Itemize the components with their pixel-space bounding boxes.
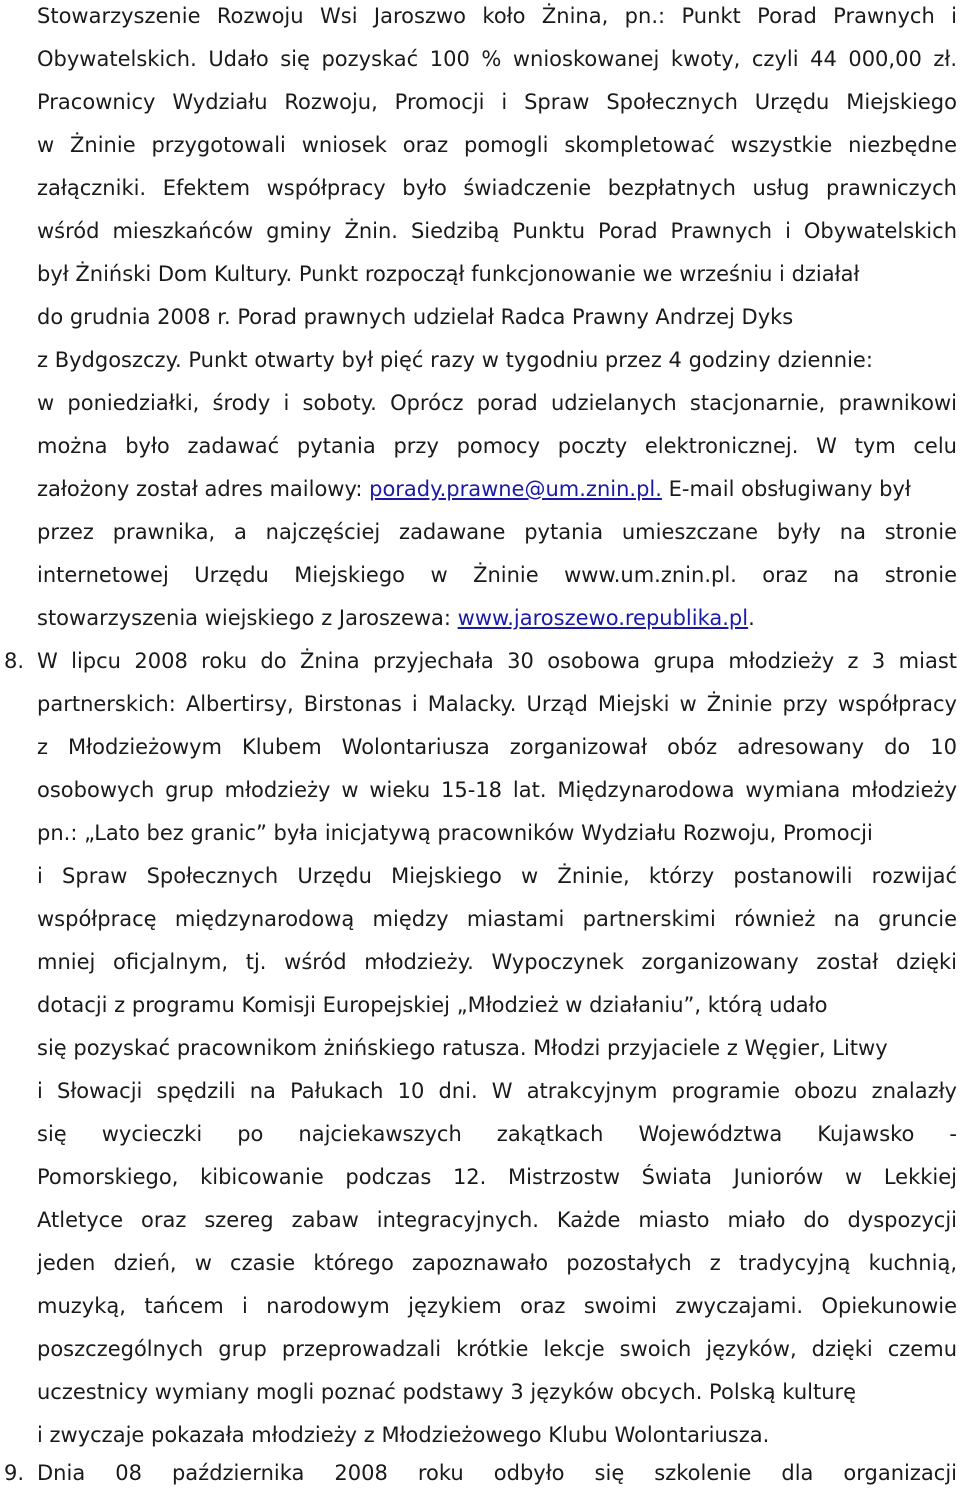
list-number-9: 9.: [4, 1461, 25, 1485]
text-line: przez prawnika, a najczęściej zadawane pytania umieszczane były na stronie: [37, 520, 957, 544]
text-line: w Żninie przygotowali wniosek oraz pomogli skompletować wszystkie niezbędne: [37, 133, 957, 157]
text-line: z Młodzieżowym Klubem Wolontariusza zorganizował obóz adresowany do 10: [37, 735, 957, 759]
text-line: pn.: „Lato bez granic” była inicjatywą pracowników Wydziału Rozwoju, Promocji: [37, 821, 873, 845]
text-line: wśród mieszkańców gminy Żnin. Siedzibą Punktu Porad Prawnych i Obywatelskich: [37, 219, 957, 243]
text-line-with-email: [37, 474, 957, 504]
text-line: się wycieczki po najciekawszych zakątkach Województwa Kujawsko -: [37, 1122, 957, 1146]
email-link[interactable]: porady.prawne@um.znin.pl.: [369, 477, 662, 501]
website-link[interactable]: www.jaroszewo.republika.pl: [457, 606, 749, 630]
text-line: w poniedziałki, środy i soboty. Oprócz porad udzielanych stacjonarnie, prawnikowi: [37, 391, 957, 415]
text-line: uczestnicy wymiany mogli poznać podstawy 3 języków obcych. Polską kulturę: [37, 1380, 857, 1404]
text-line: i Słowacji spędzili na Pałukach 10 dni. W atrakcyjnym programie obozu znalazły: [37, 1079, 957, 1103]
text-line: osobowych grup młodzieży w wieku 15-18 lat. Międzynarodowa wymiana młodzieży: [37, 778, 957, 802]
text-fragment: założony został adres mailowy:: [37, 477, 370, 501]
text-line: dotacji z programu Komisji Europejskiej „Młodzież w działaniu”, którą udało: [37, 993, 828, 1017]
text-line: internetowej Urzędu Miejskiego w Żninie www.um.znin.pl. oraz na stronie: [37, 563, 957, 587]
text-line: mniej oficjalnym, tj. wśród młodzieży. Wypoczynek zorganizowany został dzięki: [37, 950, 957, 974]
text-line: można było zadawać pytania przy pomocy poczty elektronicznej. W tym celu: [37, 434, 957, 458]
text-line: Pracownicy Wydziału Rozwoju, Promocji i Spraw Społecznych Urzędu Miejskiego: [37, 90, 957, 114]
text-line: partnerskich: Albertirsy, Birstonas i Malacky. Urząd Miejski w Żninie przy współpracy: [37, 692, 957, 716]
text-line: współpracę międzynarodową między miastami partnerskimi również na gruncie: [37, 907, 957, 931]
text-fragment: .: [748, 606, 755, 630]
text-line-with-link: [37, 603, 957, 633]
text-line: Obywatelskich. Udało się pozyskać 100 % wnioskowanej kwoty, czyli 44 000,00 zł.: [37, 47, 957, 71]
text-line: z Bydgoszczy. Punkt otwarty był pięć razy w tygodniu przez 4 godziny dziennie:: [37, 348, 873, 372]
list-number-8: 8.: [4, 649, 25, 673]
text-line: Pomorskiego, kibicowanie podczas 12. Mistrzostw Świata Juniorów w Lekkiej: [37, 1165, 957, 1189]
text-fragment: E-mail obsługiwany był: [661, 477, 911, 501]
text-line: do grudnia 2008 r. Porad prawnych udzielał Radca Prawny Andrzej Dyks: [37, 305, 794, 329]
text-line: W lipcu 2008 roku do Żnina przyjechała 30 osobowa grupa młodzieży z 3 miast: [37, 649, 957, 673]
text-line: poszczególnych grup przeprowadzali krótkie lekcje swoich języków, dzięki czemu: [37, 1337, 957, 1361]
text-line: i zwyczaje pokazała młodzieży z Młodzieżowego Klubu Wolontariusza.: [37, 1423, 770, 1447]
text-line: się pozyskać pracownikom żnińskiego ratusza. Młodzi przyjaciele z Węgier, Litwy: [37, 1036, 888, 1060]
text-line: muzyką, tańcem i narodowym językiem oraz swoimi zwyczajami. Opiekunowie: [37, 1294, 957, 1318]
text-line: Dnia 08 października 2008 roku odbyło się szkolenie dla organizacji: [37, 1461, 957, 1485]
text-fragment: stowarzyszenia wiejskiego z Jaroszewa:: [37, 606, 458, 630]
text-line: Atletyce oraz szereg zabaw integracyjnych. Każde miasto miało do dyspozycji: [37, 1208, 957, 1232]
text-line: i Spraw Społecznych Urzędu Miejskiego w Żninie, którzy postanowili rozwijać: [37, 864, 957, 888]
text-line: jeden dzień, w czasie którego zapoznawało pozostałych z tradycyjną kuchnią,: [37, 1251, 957, 1275]
text-line: załączniki. Efektem współpracy było świadczenie bezpłatnych usług prawniczych: [37, 176, 957, 200]
text-line: Stowarzyszenie Rozwoju Wsi Jaroszwo koło Żnina, pn.: Punkt Porad Prawnych i: [37, 4, 957, 28]
text-line: był Żniński Dom Kultury. Punkt rozpoczął funkcjonowanie we wrześniu i działał: [37, 262, 860, 286]
